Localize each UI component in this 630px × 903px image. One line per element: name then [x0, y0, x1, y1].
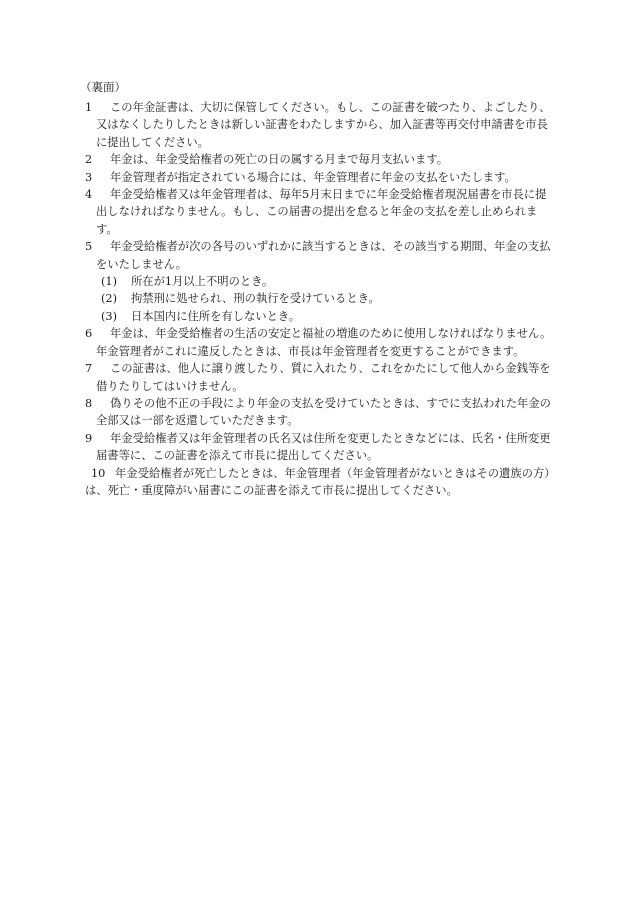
item-text: 年金受給権者又は年金管理者は、毎年5月末日までに年金受給権者現況届書を市長に提出しなければなりません。もし、この届書の提出を怠ると年金の支払を差し止められます。 — [96, 188, 547, 236]
sub-item — [85, 308, 553, 325]
item-number: 4 — [85, 188, 93, 202]
list-item — [85, 238, 553, 273]
item-text: 年金は、年金受給権者の死亡の日の属する月まで毎月支払います。 — [110, 153, 449, 167]
item-number: 7 — [85, 362, 93, 376]
sub-item-text: 拘禁刑に処せられ、刑の執行を受けているとき。 — [131, 292, 380, 306]
list-item — [85, 186, 553, 238]
item-text: 年金は、年金受給権者の生活の安定と福祉の増進のために使用しなければなりません。年金管理者がこれに違反したときは、市長は年金管理者を変更することができます。 — [96, 327, 552, 358]
item-number: 2 — [85, 153, 93, 167]
item-text: 偽りその他不正の手段により年金の支払を受けていたときは、すでに支払われた年金の全部又は一部を返還していただきます。 — [96, 396, 551, 428]
sub-item-number: (2) — [101, 292, 118, 306]
list-item — [85, 99, 553, 151]
list-item — [85, 151, 553, 168]
item-text: 年金受給権者が次の各号のいずれかに該当するときは、その該当する期間、年金の支払をいたしません。 — [96, 240, 551, 271]
heading: （裏面） — [80, 80, 126, 94]
item-number: 1 — [85, 101, 93, 114]
item-number: 3 — [85, 170, 93, 184]
item-text: 年金受給権者又は年金管理者の氏名又は住所を変更したときなどには、氏名・住所変更届書等に、この証書を添えて市長に提出してください。 — [96, 431, 551, 463]
item-number: 9 — [85, 431, 93, 445]
item-text: この年金証書は、大切に保管してください。もし、この証書を破つたり、よごしたり、又はなくしたりしたときは新しい証書をわたしますから、加入証書等再交付申請書を市長に提出してください。 — [96, 101, 551, 149]
sub-item-number: (3) — [101, 309, 118, 323]
list-item — [85, 325, 553, 360]
list-item — [85, 395, 553, 430]
item-number: 6 — [85, 327, 93, 341]
list-item — [85, 360, 553, 395]
sub-item — [85, 290, 553, 307]
sub-item-text: 日本国内に住所を有しないとき。 — [131, 309, 301, 323]
list-item — [85, 465, 553, 500]
item-text: 年金受給権者が死亡したときは、年金管理者（年金管理者がないときはその遺族の方）は、死亡・重度障がい届書にこの証書を添えて市長に提出してください。 — [85, 466, 550, 497]
item-text: この証書は、他人に譲り渡したり、質に入れたり、これをかたにして他人から金銭等を借りたりしてはいけません。 — [96, 362, 551, 393]
list-item — [85, 169, 553, 186]
item-text: 年金管理者が指定されている場合には、年金管理者に年金の支払をいたします。 — [110, 170, 516, 184]
item-number: 10 — [91, 466, 106, 480]
sub-item — [85, 273, 553, 290]
item-number: 5 — [85, 240, 93, 254]
sub-item-text: 所在が1月以上不明のとき。 — [131, 275, 274, 289]
notice-list — [85, 99, 553, 499]
list-item — [85, 430, 553, 465]
sub-item-number: (1) — [101, 275, 118, 289]
item-number: 8 — [85, 396, 93, 410]
